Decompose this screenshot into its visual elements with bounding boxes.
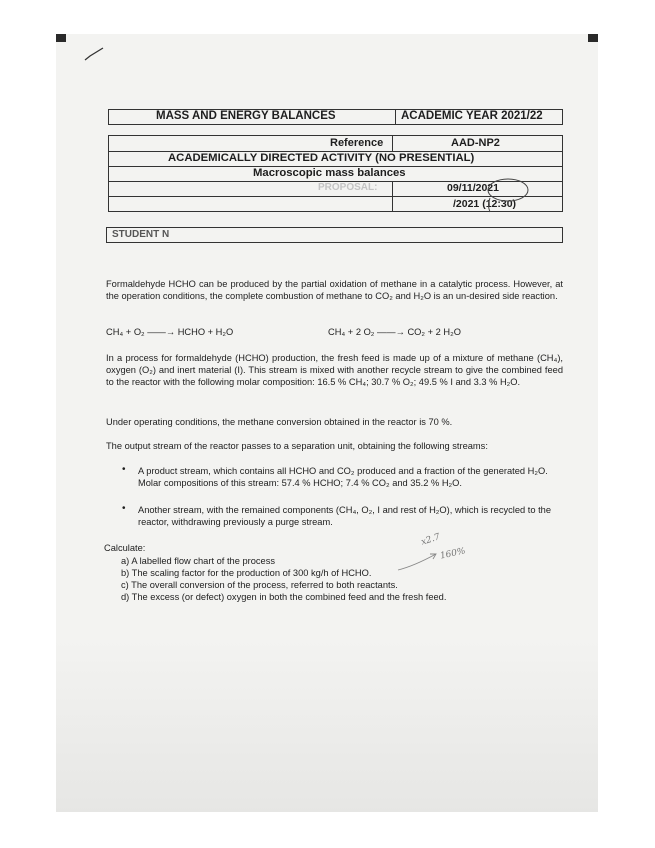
scan-corner-mark — [56, 34, 66, 42]
handwritten-note: x2.7 — [419, 532, 442, 548]
task-c: c) The overall conversion of the process, referred to both reactants. — [121, 580, 398, 590]
reaction-1: CH₄ + O₂ ——→ HCHO + H₂O — [106, 327, 234, 337]
intro-paragraph: Formaldehyde HCHO can be produced by the partial oxidation of methane in a catalytic process. However, at the operation conditions, the complete combustion of methane to CO₂ and H₂O is an un-desired side reaction. — [106, 279, 563, 302]
bullet-dot-icon: • — [122, 464, 126, 475]
info-divider — [392, 181, 393, 212]
task-b: b) The scaling factor for the production of 300 kg/h of HCHO. — [121, 568, 372, 578]
task-a: a) A labelled flow chart of the process — [121, 556, 276, 566]
handwritten-note: 160% — [439, 546, 467, 562]
process-paragraph: In a process for formaldehyde (HCHO) production, the fresh feed is made up of a mixture of methane (CH₄), oxygen (O₂) and inert material (I). This stream is mixed with another recycle stream to give the combined feed to the reactor with the following molar composition: 16.5 % CH₄; 30.7 % O₂; 49.5 % I and 3.3 % H₂O. — [106, 353, 563, 388]
handwritten-arrow-icon — [396, 548, 440, 574]
topic-title: Macroscopic mass balances — [253, 167, 406, 179]
list-item: A product stream, which contains all HCHO and CO₂ produced and a fraction of the generated H₂O. Molar compositions of this stream: 57.4 % HCHO; 7.4 % CO₂ and 35.2 % H₂O. — [138, 466, 548, 489]
task-d: d) The excess (or defect) oxygen in both the combined feed and the fresh feed. — [121, 592, 447, 602]
handwritten-tick-icon — [84, 46, 104, 62]
student-label: STUDENT N — [112, 229, 170, 240]
student-name-field — [106, 227, 563, 243]
calculate-heading: Calculate: — [104, 543, 146, 553]
activity-title: ACADEMICALLY DIRECTED ACTIVITY (NO PRESENTIAL) — [168, 152, 475, 164]
academic-year: ACADEMIC YEAR 2021/22 — [401, 110, 543, 122]
proposal-label: PROPOSAL: — [318, 182, 378, 193]
course-title: MASS AND ENERGY BALANCES — [156, 110, 336, 122]
conversion-paragraph: Under operating conditions, the methane conversion obtained in the reactor is 70 %. — [106, 417, 453, 427]
reference-value: AAD-NP2 — [451, 137, 500, 149]
handwritten-paren-icon — [486, 197, 530, 213]
deadline-value: /2021 (12:30) — [453, 198, 517, 210]
header-divider — [395, 109, 396, 125]
reference-label: Reference — [330, 137, 384, 149]
scan-shadow — [56, 640, 598, 812]
list-item: Another stream, with the remained components (CH₄, O₂, I and rest of H₂O), which is recycled to the reactor, withdrawing previously a purge stream. — [138, 505, 552, 528]
scan-corner-mark — [588, 34, 598, 42]
reaction-2: CH₄ + 2 O₂ ——→ CO₂ + 2 H₂O — [328, 327, 461, 337]
separation-paragraph: The output stream of the reactor passes to a separation unit, obtaining the following streams: — [106, 441, 488, 451]
bullet-dot-icon: • — [122, 503, 126, 514]
info-divider — [392, 135, 393, 151]
proposal-date: 09/11/2021 — [447, 182, 499, 194]
